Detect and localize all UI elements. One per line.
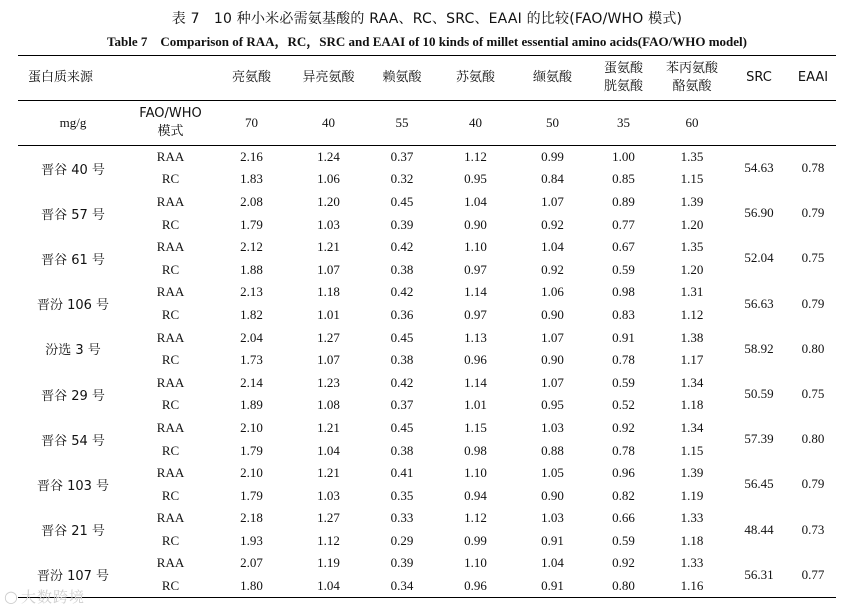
value-cell: 1.04 [317,577,340,593]
pattern-value: 70 [245,115,259,130]
table-row [18,258,836,281]
value-cell: 1.79 [240,487,263,503]
value-cell: 1.14 [464,374,487,390]
value-cell: 0.35 [390,487,414,503]
row-type-label: RC [161,306,180,322]
column-header: 苯丙氨酸 酪氨酸 [666,61,719,94]
value-cell: 1.19 [317,555,340,571]
variety-name: 汾选 3 号 [45,343,101,359]
table-row [18,349,836,372]
table-row [18,552,836,575]
value-cell: 0.94 [464,487,487,503]
variety-name: 晋汾 107 号 [36,569,110,585]
row-type-label: RAA [156,419,185,435]
eaai-value: 0.78 [801,160,825,176]
value-cell: 0.98 [612,284,635,300]
watermark-text: 大数跨境 [20,588,85,606]
table-row [18,394,836,417]
src-value: 52.04 [744,250,774,266]
value-cell: 1.03 [317,216,340,232]
value-cell: 0.82 [612,487,635,503]
value-cell: 2.14 [240,374,263,390]
value-cell: 0.92 [541,261,564,277]
value-cell: 2.18 [240,510,263,526]
value-cell: 0.91 [612,329,635,345]
value-cell: 1.04 [317,442,340,458]
value-cell: 1.21 [317,419,340,435]
row-type-label: RC [161,532,180,548]
value-cell: 0.39 [390,555,414,571]
value-cell: 1.12 [464,510,487,526]
value-cell: 1.35 [680,239,704,255]
row-type-label: RAA [156,329,185,345]
row-type-label: RAA [156,555,185,571]
value-cell: 1.88 [240,261,263,277]
value-cell: 0.42 [390,374,414,390]
value-cell: 1.24 [317,149,340,165]
value-cell: 1.07 [541,193,564,209]
column-header: 亮氨酸 [232,70,272,85]
table-title-chinese: 表 7 10 种小米必需氨基酸的 RAA、RC、SRC、EAAI 的比较(FAO/WHO 模式) [171,11,683,27]
pattern-value: 60 [685,115,699,130]
value-cell: 1.15 [680,442,704,458]
table-row [18,281,836,304]
value-cell: 1.27 [317,510,340,526]
value-cell: 0.90 [541,352,564,368]
value-cell: 1.23 [317,374,340,390]
value-cell: 1.01 [317,306,340,322]
value-cell: 0.32 [390,171,414,187]
value-cell: 2.10 [240,419,263,435]
value-cell: 1.04 [541,239,564,255]
value-cell: 1.82 [240,306,263,322]
value-cell: 0.78 [612,442,635,458]
eaai-value: 0.79 [801,476,825,492]
value-cell: 0.38 [390,352,414,368]
value-cell: 1.93 [240,532,263,548]
eaai-value: 0.75 [801,250,825,266]
eaai-value: 0.79 [801,205,825,221]
value-cell: 1.07 [317,261,340,277]
value-cell: 1.07 [317,352,340,368]
value-cell: 0.84 [541,171,564,187]
value-cell: 0.96 [464,577,487,593]
src-value: 54.63 [744,160,774,176]
row-type-label: RC [161,216,180,232]
value-cell: 0.36 [390,306,414,322]
value-cell: 0.95 [541,397,564,413]
row-type-label: RAA [156,510,185,526]
value-cell: 1.07 [541,374,564,390]
table-row [18,191,836,214]
value-cell: 0.45 [390,193,414,209]
value-cell: 1.21 [317,465,340,481]
value-cell: 0.38 [390,261,414,277]
value-cell: 0.91 [541,577,564,593]
value-cell: 1.18 [680,532,704,548]
eaai-value: 0.77 [801,566,825,582]
value-cell: 1.08 [317,397,340,413]
value-cell: 0.37 [390,397,414,413]
table-row [18,236,836,259]
row-type-label: RAA [156,465,185,481]
value-cell: 0.91 [541,532,564,548]
pattern-value: 40 [322,115,336,130]
value-cell: 0.34 [390,577,414,593]
src-value: 48.44 [744,521,774,537]
value-cell: 1.15 [680,171,704,187]
value-cell: 0.90 [541,487,564,503]
variety-name: 晋谷 103 号 [36,478,110,494]
value-cell: 0.95 [464,171,487,187]
value-cell: 1.10 [464,465,487,481]
eaai-value: 0.73 [801,521,825,537]
source-header: 蛋白质来源 [28,70,94,85]
value-cell: 1.18 [680,397,704,413]
value-cell: 0.97 [464,261,487,277]
value-cell: 1.34 [680,374,704,390]
value-cell: 0.42 [390,284,414,300]
column-header: 苏氨酸 [456,70,496,85]
value-cell: 1.35 [680,149,704,165]
value-cell: 0.45 [390,419,414,435]
row-type-label: RAA [156,374,185,390]
value-cell: 0.42 [390,239,414,255]
table-row [18,507,836,530]
value-cell: 1.14 [464,284,487,300]
value-cell: 0.67 [612,239,635,255]
value-cell: 1.03 [317,487,340,503]
table-title-english: Table 7 Comparison of RAA，RC，SRC and EAAI of 10 kinds of millet essential amino acids(FAO/WHO model) [107,34,747,49]
table-row [18,575,836,598]
wechat-icon: ○ [4,587,19,606]
value-cell: 1.19 [680,487,704,503]
value-cell: 0.33 [390,510,414,526]
eaai-header: EAAI [797,70,829,85]
value-cell: 0.88 [541,442,564,458]
src-value: 56.63 [744,295,774,311]
pattern-value: 50 [546,115,560,130]
watermark [4,586,85,607]
column-header: 异亮氨酸 [302,70,355,85]
value-cell: 0.99 [464,532,487,548]
value-cell: 1.03 [541,419,564,435]
value-cell: 2.12 [240,239,263,255]
row-type-label: RC [161,442,180,458]
amino-acid-comparison-table [18,55,836,598]
value-cell: 0.59 [612,374,635,390]
variety-name: 晋谷 54 号 [41,433,105,449]
row-type-label: RC [161,261,180,277]
value-cell: 2.10 [240,465,263,481]
value-cell: 2.08 [240,193,263,209]
row-type-label: RAA [156,193,185,209]
value-cell: 1.31 [680,284,704,300]
value-cell: 0.85 [612,171,635,187]
value-cell: 1.13 [464,329,487,345]
src-value: 56.45 [744,476,774,492]
value-cell: 0.52 [612,397,635,413]
row-type-label: RAA [156,284,185,300]
pattern-value: 55 [395,115,409,130]
value-cell: 1.15 [464,419,487,435]
value-cell: 1.18 [317,284,340,300]
row-type-label: RC [161,352,180,368]
table-row [18,146,836,169]
value-cell: 0.89 [612,193,635,209]
value-cell: 1.06 [541,284,564,300]
variety-name: 晋谷 29 号 [41,388,105,404]
src-header: SRC [746,70,772,85]
value-cell: 0.77 [612,216,635,232]
value-cell: 0.92 [612,555,635,571]
row-type-label: RC [161,577,180,593]
value-cell: 1.34 [680,419,704,435]
src-value: 56.90 [744,205,774,221]
value-cell: 1.10 [464,239,487,255]
eaai-value: 0.80 [801,431,825,447]
column-header: 缬氨酸 [533,70,573,85]
value-cell: 1.20 [317,193,340,209]
value-cell: 0.99 [541,149,564,165]
value-cell: 1.20 [680,261,704,277]
value-cell: 0.97 [464,306,487,322]
value-cell: 0.41 [390,465,414,481]
row-type-label: RC [161,397,180,413]
row-type-label: RC [161,487,180,503]
table-body [18,146,836,598]
value-cell: 1.06 [317,171,340,187]
value-cell: 0.38 [390,442,414,458]
pattern-value: 35 [617,115,631,130]
column-header: 蛋氨酸 胱氨酸 [604,61,644,94]
value-cell: 0.98 [464,442,487,458]
src-value: 57.39 [744,431,774,447]
column-header: 赖氨酸 [382,70,422,85]
row-type-label: RAA [156,239,185,255]
variety-name: 晋谷 61 号 [41,252,105,268]
table-row [18,326,836,349]
value-cell: 0.92 [541,216,564,232]
table-row [18,304,836,327]
value-cell: 1.39 [680,465,704,481]
table-row [18,417,836,440]
eaai-value: 0.79 [801,295,825,311]
value-cell: 1.33 [680,555,704,571]
value-cell: 1.79 [240,216,263,232]
value-cell: 0.59 [612,532,635,548]
value-cell: 0.96 [612,465,635,481]
value-cell: 0.92 [612,419,635,435]
value-cell: 1.80 [240,577,263,593]
eaai-value: 0.75 [801,386,825,402]
value-cell: 2.07 [240,555,263,571]
value-cell: 1.01 [464,397,487,413]
value-cell: 1.20 [680,216,704,232]
table-row [18,168,836,191]
eaai-value: 0.80 [801,340,825,356]
value-cell: 0.39 [390,216,414,232]
table-row [18,371,836,394]
row-type-label: RC [161,171,180,187]
table-row [18,462,836,485]
value-cell: 0.96 [464,352,487,368]
value-cell: 1.03 [541,510,564,526]
value-cell: 1.89 [240,397,263,413]
pattern-row [18,101,836,146]
pattern-value: 40 [469,115,483,130]
empty-cell [728,101,790,146]
value-cell: 1.12 [464,149,487,165]
value-cell: 1.27 [317,329,340,345]
value-cell: 1.12 [680,306,704,322]
value-cell: 1.00 [612,149,635,165]
value-cell: 1.73 [240,352,263,368]
value-cell: 0.37 [390,149,414,165]
value-cell: 0.90 [464,216,487,232]
value-cell: 0.83 [612,306,635,322]
variety-name: 晋汾 106 号 [36,298,110,314]
empty-cell [790,101,836,146]
value-cell: 1.12 [317,532,340,548]
value-cell: 0.29 [390,532,414,548]
header-row [18,56,836,101]
value-cell: 1.38 [680,329,704,345]
value-cell: 1.83 [240,171,263,187]
value-cell: 1.17 [680,352,704,368]
unit-label: mg/g [59,115,87,130]
table-row [18,484,836,507]
src-value: 58.92 [744,340,774,356]
value-cell: 1.05 [541,465,564,481]
row-type-label: RAA [156,149,185,165]
value-cell: 1.04 [464,193,487,209]
value-cell: 0.80 [612,577,635,593]
value-cell: 0.45 [390,329,414,345]
variety-name: 晋谷 40 号 [41,162,105,178]
value-cell: 1.21 [317,239,340,255]
value-cell: 2.04 [240,329,263,345]
value-cell: 2.16 [240,149,263,165]
pattern-label: FAO/WHO 模式 [139,106,202,139]
value-cell: 1.33 [680,510,704,526]
variety-name: 晋谷 57 号 [41,207,105,223]
table-row [18,213,836,236]
value-cell: 1.10 [464,555,487,571]
value-cell: 1.79 [240,442,263,458]
value-cell: 2.13 [240,284,263,300]
value-cell: 0.90 [541,306,564,322]
value-cell: 0.78 [612,352,635,368]
table-row [18,530,836,553]
table-row [18,439,836,462]
value-cell: 0.66 [612,510,635,526]
value-cell: 1.07 [541,329,564,345]
value-cell: 1.39 [680,193,704,209]
variety-name: 晋谷 21 号 [41,524,105,540]
src-value: 56.31 [744,566,774,582]
value-cell: 0.59 [612,261,635,277]
src-value: 50.59 [744,386,774,402]
value-cell: 1.16 [680,577,704,593]
value-cell: 1.04 [541,555,564,571]
